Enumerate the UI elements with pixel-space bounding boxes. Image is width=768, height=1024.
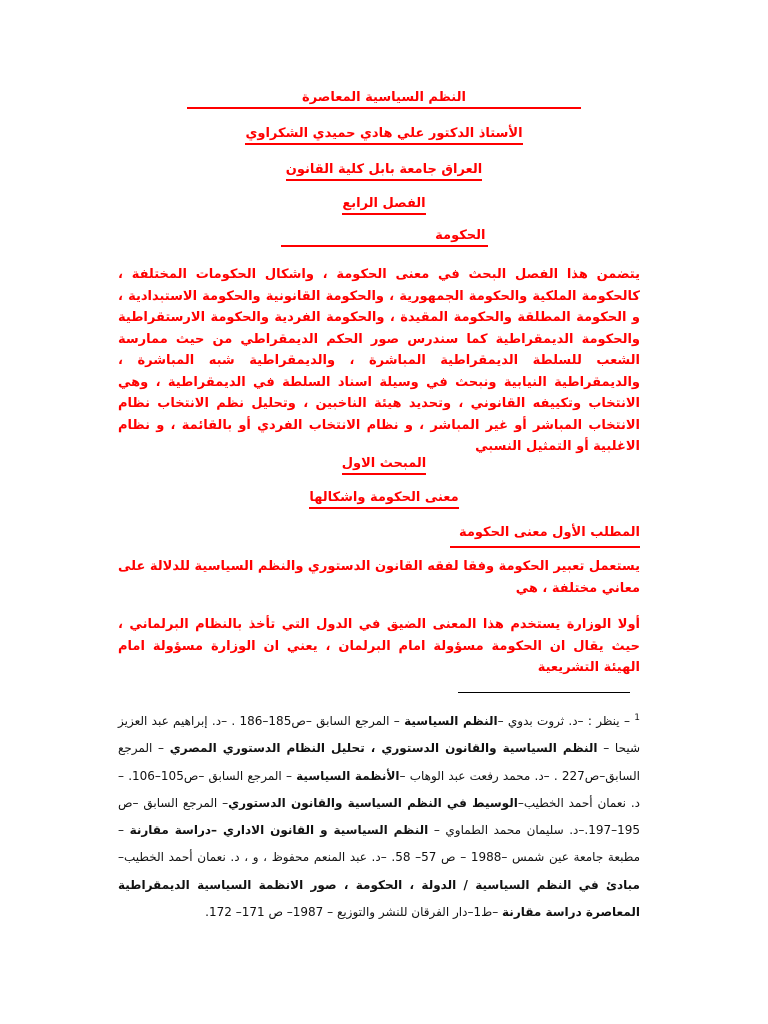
section-heading: الحكومة xyxy=(0,228,768,247)
footnote-separator xyxy=(458,692,630,693)
intro-paragraph: يتضمن هذا الفصل البحث في معنى الحكومة ، واشكال الحكومات المختلفة ، كالحكومة الملكية والحكومة الجمهورية ، والحكومة القانونية والحكومة الاستبدادية ، و الحكومة المطلقة والحكومة المقيدة ، والحكومة الفردية والحكومة الارستقراطية والحكومة الديمقراطية كما سندرس صور الحكم الديمقراطي من حيث ممارسة الشعب للسلطة الديمقراطية المباشرة ، والديمقراطية شبه المباشرة ، والديمقراطية النيابية ونبحث في وسيلة اسناد السلطة في الديمقراطية ، وهي الانتخاب وتكييفه القانوني ، وتحديد هيئة الناخبين ، وتحليل نظم الانتخاب نظام الانتخاب المباشر أو غير المباشر ، و نظام الانتخاب الفردي أو بالقائمة ، و نظام الاغلبية أو التمثيل النسبي xyxy=(118,267,640,454)
requirement-heading: المطلب الأول معنى الحكومة xyxy=(118,522,640,548)
requirement-paragraph: يستعمل تعبير الحكومة وفقا لفقه القانون الدستوري والنظم السياسية للدلالة على معاني مختلفة ، هي xyxy=(118,559,640,596)
subsection-title: المبحث الاول xyxy=(0,456,768,475)
subsection-heading: معنى الحكومة واشكالها xyxy=(0,490,768,509)
affiliation: العراق جامعة بابل كلية القانون xyxy=(0,162,768,181)
footnote-marker: 1 xyxy=(634,713,640,723)
footnote: $^1$ – ينظر : –د. ثروت بدوي –النظم السياسية – المرجع السابق –ص185–186 . –د. إبراهيم عبد العزيز شيحا – النظم السياسية والقانون الدستوري ، تحليل النظام الدستوري المصري – المرجع السابق–ص227 . –د. محمد رفعت عبد الوهاب –الأنظمة السياسية – المرجع السابق –ص105–106. –د. نعمان أحمد الخطيب–الوسيط في النظم السياسية والقانون الدستوري– المرجع السابق –ص 195–197.–د. سليمان محمد الطماوي – النظم السياسية و القانون الاداري –دراسة مقارنة – مطبعة جامعة عين شمس –1988 – ص 57– 58. –د. عبد المنعم محفوظ ، و ، د. نعمان أحمد الخطيب–مبادئ في النظم السياسية / الدولة ، الحكومة ، صور الانظمة السياسية الديمقراطية المعاصرة دراسة مقارنة –ط1–دار الفرقان للنشر والتوزيع – 1987– ص 171– 172. xyxy=(118,713,641,920)
author-name: الأستاذ الدكتور علي هادي حميدي الشكراوي xyxy=(0,126,768,145)
document-title: النظم السياسية المعاصرة xyxy=(0,90,768,109)
chapter-heading: الفصل الرابع xyxy=(0,196,768,215)
first-meaning-paragraph: أولا الوزارة يستخدم هذا المعنى الضيق في الدول التي تأخذ بالنظام البرلماني ، حيث يقال ان الحكومة مسؤولة امام البرلمان ، يعني ان الوزارة مسؤولة امام الهيئة التشريعية xyxy=(118,617,640,675)
